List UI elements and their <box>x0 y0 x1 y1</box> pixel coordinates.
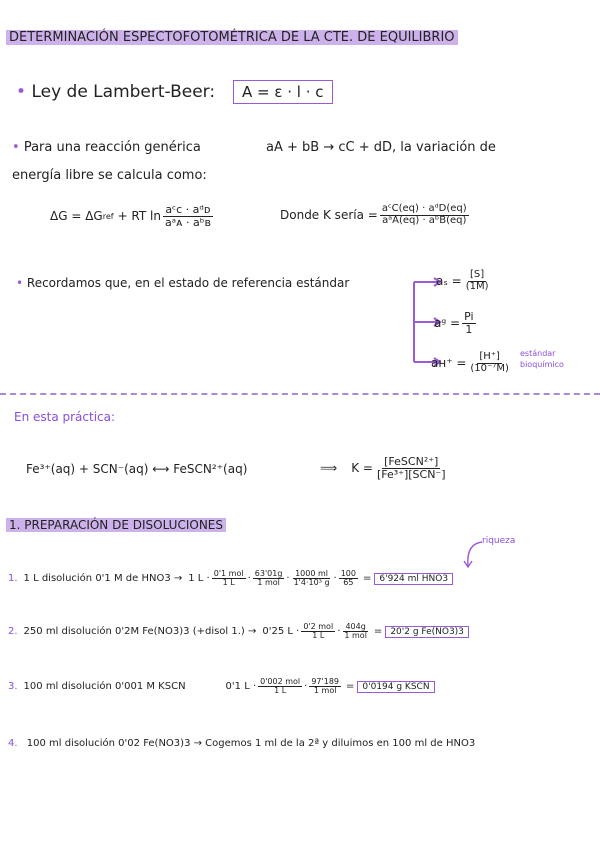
step-text: 1 L disolución 0'1 M de HNO3 → <box>23 573 183 585</box>
a-s-den: (1M) <box>465 280 489 292</box>
practice-lhs: Fe³⁺(aq) + SCN⁻(aq) <box>26 462 149 476</box>
practice-reaction <box>26 462 247 476</box>
k-definition <box>280 204 471 226</box>
step-number: 3. <box>8 681 18 693</box>
a-h-lhs: aʜ⁺ = <box>431 356 467 370</box>
f4-num: 100 <box>340 569 356 578</box>
reaction-equation-line <box>266 140 496 155</box>
a-g-num: Pi <box>464 310 474 323</box>
law-label: Ley de Lambert-Beer: <box>31 82 216 102</box>
k-def-label: Donde K sería = <box>280 208 378 222</box>
lambert-beer-line <box>16 82 215 102</box>
a-g-den: 1 <box>465 322 473 336</box>
activity-proton <box>431 352 513 374</box>
step-c1: 0'25 L · <box>262 626 300 638</box>
gibbs-num: aᶜᴄ · aᵈᴅ <box>165 203 211 216</box>
step-number: 4. <box>8 738 18 749</box>
step-c1: 0'1 L · <box>225 681 257 693</box>
f1-den: 1 L <box>312 631 325 641</box>
practice-k-label: K = <box>351 461 373 476</box>
k-def-den: aᵃA(eq) · aᵇB(eq) <box>382 214 467 226</box>
k-def-num: aᶜC(eq) · aᵈD(eq) <box>381 203 467 214</box>
section-heading-text: 1. PREPARACIÓN DE DISOLUCIONES <box>6 518 226 532</box>
step-text: 250 ml disolución 0'2M Fe(NO3)3 (+disol 1.) → <box>23 626 257 638</box>
implies-arrow-icon: ⟹ <box>320 461 338 476</box>
a-h-num: [H⁺] <box>479 351 500 362</box>
activity-gas <box>434 311 478 335</box>
step-text: 100 ml disolución 0'02 Fe(NO3)3 → Cogemos 1 ml de la 2ª y diluimos en 100 ml de HNO3 <box>26 738 476 749</box>
reaction-tail: , la variación de <box>392 140 496 155</box>
step-1: 1. 1 L disolución 0'1 M de HNO3 → 1 L · $\frac{\text{0'1 mol}}{1 L}$ · $\frac{63'01g}{\text{1 mol}}$ · $\frac{1000 ml}{\text{1'4·10³ g}}$ · $\frac{100}{65}$ = 6'924 ml HNO3 <box>8 570 453 588</box>
gibbs-sup: ref <box>102 211 114 221</box>
a-s-num: [S] <box>470 269 485 280</box>
step-number: 2. <box>8 626 18 638</box>
result-box: 0'0194 g KSCN <box>357 681 434 693</box>
step-text: 100 ml disolución 0'001 M KSCN <box>23 681 186 693</box>
f4-den: 65 <box>343 578 354 588</box>
f2-num: 63'01g <box>254 569 283 578</box>
practice-k-den: [Fe³⁺][SCN⁻] <box>376 467 446 481</box>
reaction-intro: Para una reacción genérica <box>23 140 201 155</box>
gibbs-plus: + RT ln <box>117 209 161 224</box>
f2-den: 1 mol <box>344 631 367 641</box>
reaction-line <box>12 140 201 155</box>
riqueza-note: riqueza <box>482 536 516 546</box>
practice-k-num: [FeSCN²⁺] <box>384 455 439 468</box>
step-4 <box>8 738 475 749</box>
practice-rhs: FeSCN²⁺(aq) <box>173 462 248 476</box>
a-g-lhs: aᵍ = <box>434 316 461 331</box>
reaction-line2: energía libre se calcula como: <box>12 168 207 183</box>
practice-label: En esta práctica: <box>14 410 116 424</box>
gibbs-lhs: ΔG = ΔG <box>50 209 103 224</box>
reference-text: Recordamos que, en el estado de referencia estándar <box>26 276 350 290</box>
section-divider <box>0 393 600 395</box>
page-title: DETERMINACIÓN ESPECTOFOTOMÉTRICA DE LA CTE. DE EQUILIBRIO <box>6 30 458 45</box>
bullet-icon: • <box>16 82 27 102</box>
f1-den: 1 L <box>222 578 235 588</box>
result-box: 20'2 g Fe(NO3)3 <box>385 626 469 638</box>
f1-num: 0'002 mol <box>260 677 301 686</box>
riqueza-arrow-icon <box>460 538 486 570</box>
step-2: 2. 250 ml disolución 0'2M Fe(NO3)3 (+disol 1.) → 0'25 L · $\frac{\text{0'2 mol}}{1 L}$ · $\frac{404g}{\text{1 mol}}$ = 20'2 g Fe(NO3)3 <box>8 623 469 641</box>
activity-solute <box>436 270 493 292</box>
f2-num: 404g <box>345 622 366 631</box>
f1-num: 0'2 mol <box>303 622 334 631</box>
result-box: 6'924 ml HNO3 <box>374 573 453 585</box>
a-h-den: (10⁻⁷M) <box>470 362 509 374</box>
step-3: 3. 100 ml disolución 0'001 M KSCN 0'1 L · $\frac{\text{0'002 mol}}{1 L}$ · $\frac{97'189}{\text{1 mol}}$ = 0'0194 g KSCN <box>8 678 435 696</box>
f2-den: 1 mol <box>257 578 280 588</box>
gibbs-den: aᵃᴀ · aᵇʙ <box>164 215 211 229</box>
f3-num: 1000 ml <box>295 569 329 578</box>
f1-num: 0'1 mol <box>213 569 244 578</box>
step-c1: 1 L · <box>188 573 210 585</box>
f2-num: 97'189 <box>311 677 339 686</box>
f1-den: 1 L <box>274 686 287 696</box>
bullet-icon: • <box>12 140 20 155</box>
biochem-note: estándar bioquímico <box>520 349 564 369</box>
practice-k <box>320 456 450 480</box>
law-formula-box <box>233 80 333 104</box>
f2-den: 1 mol <box>313 686 337 696</box>
f3-den: 1'4·10³ g <box>293 578 330 588</box>
bullet-icon: • <box>16 276 24 290</box>
equilibrium-arrow-icon: ⟷ <box>152 462 170 476</box>
reference-line <box>16 276 349 290</box>
gibbs-equation <box>50 204 215 228</box>
reaction-equation: aA + bB → cC + dD <box>266 140 392 155</box>
a-s-lhs: aₛ = <box>436 274 462 288</box>
law-formula: A = ε · l · c <box>242 83 324 101</box>
step-number: 1. <box>8 573 18 585</box>
section-heading <box>6 518 226 532</box>
